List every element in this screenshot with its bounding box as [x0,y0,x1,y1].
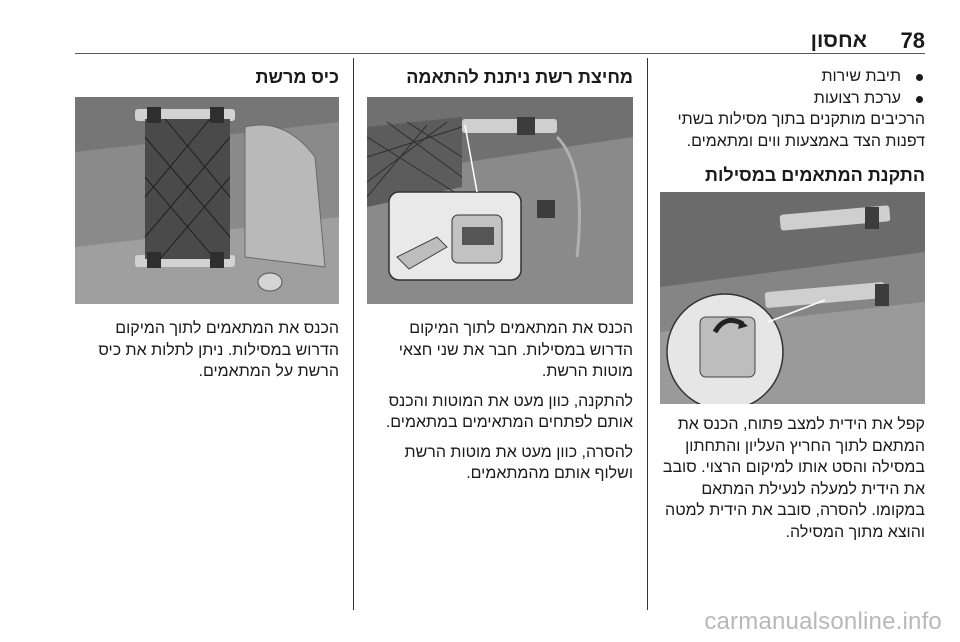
watermark: carmanualsonline.info [704,608,942,635]
chapter-title: אחסון [810,29,867,52]
bullet-item: תיבת שירות [660,66,925,88]
column-right-body [660,414,925,551]
column-right [660,66,925,186]
column-middle-body [367,318,633,493]
column-left-body [75,318,339,391]
bullet-icon [916,74,923,81]
section-heading: כיס מרשת [255,67,339,87]
partition-paragraph-2: להתקנה, כוון מעט את המוטות והכנס אותם לפתחים המתאימים במתאמים. [385,392,633,431]
net-pocket-illustration [75,97,339,304]
header-rule [75,53,925,54]
page-number: 78 [900,28,925,53]
bullet-icon [916,96,923,103]
intro-paragraph: הרכיבים מותקנים בתוך מסילות בשתי דפנות הצד באמצעות ווים ומתאמים. [677,111,925,150]
bullet-list [660,66,925,109]
partition-paragraph-3: להסרה, כוון מעט את מוטות הרשת ושלוף אותם מהמתאמים. [404,443,633,482]
partition-paragraph-1: הכנס את המתאמים לתוך המיקום הדרוש במסילות. חבר את שני חצאי מוטות הרשת. [398,320,633,380]
column-divider-left [353,58,354,610]
bullet-item: ערכת רצועות [660,88,925,110]
page-header [75,28,925,53]
column-divider-right [647,58,648,610]
column-middle [367,66,633,88]
net-partition-illustration [367,97,633,304]
column-left [75,66,339,88]
section-heading: מחיצת רשת ניתנת להתאמה [406,67,633,87]
install-instructions: קפל את הידית למצב פתוח, הכנס את המתאם לתוך החריץ העליון והתחתון במסילה והסט אותו למיקום הרצוי. סובב את הידית למעלה לנעילת המתאם במקומו. להסרה, סובב את הידית למטה והוצא מתוך המסילה. [662,416,925,541]
adapter-install-illustration [660,192,925,404]
section-heading: התקנת המתאמים במסילות [705,165,925,185]
net-pocket-paragraph: הכנס את המתאמים לתוך המיקום הדרוש במסילות. ניתן לתלות את כיס הרשת על המתאמים. [98,320,339,380]
